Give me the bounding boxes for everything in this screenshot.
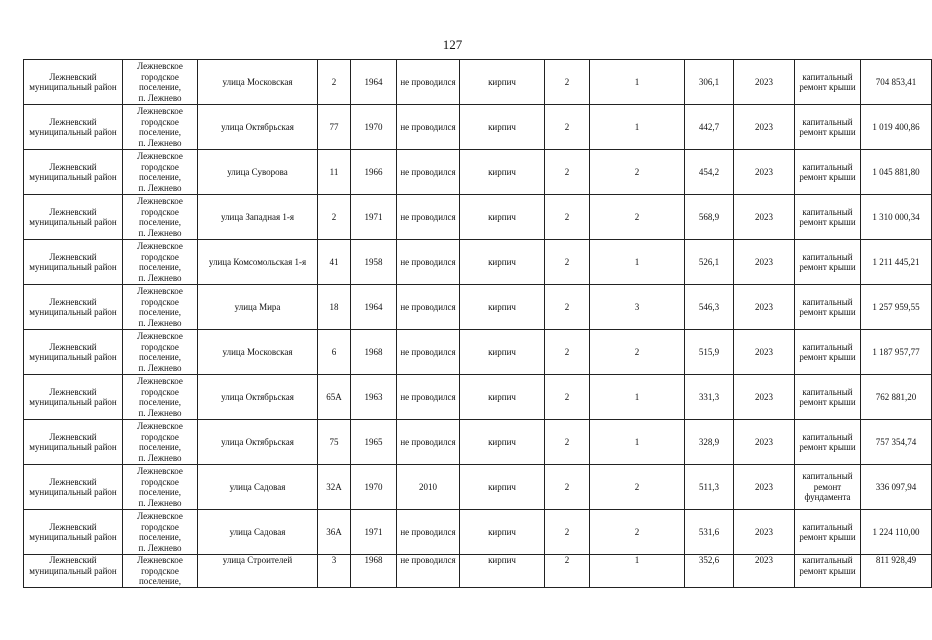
wall-material-cell: кирпич xyxy=(460,240,545,285)
house-number-cell: 41 xyxy=(318,240,351,285)
district-cell: Лежневский муниципальный район xyxy=(24,420,123,465)
housing-repair-table xyxy=(23,59,932,588)
table-row xyxy=(24,150,932,195)
floors-cell: 2 xyxy=(545,375,590,420)
work-type-cell: капитальный ремонт крыши xyxy=(795,285,861,330)
last-repair-cell: не проводился xyxy=(397,195,460,240)
area-cell: 515,9 xyxy=(685,330,734,375)
district-cell: Лежневский муниципальный район xyxy=(24,375,123,420)
settlement-cell: Лежневское городское поселение, п. Лежнево xyxy=(123,465,198,510)
entrances-cell: 1 xyxy=(590,105,685,150)
house-number-cell: 11 xyxy=(318,150,351,195)
table-row xyxy=(24,105,932,150)
settlement-cell: Лежневское городское поселение, п. Лежнево xyxy=(123,330,198,375)
last-repair-cell: не проводился xyxy=(397,60,460,105)
entrances-cell: 3 xyxy=(590,285,685,330)
table-row xyxy=(24,330,932,375)
street-cell: улица Суворова xyxy=(198,150,318,195)
floors-cell: 2 xyxy=(545,285,590,330)
area-cell: 511,3 xyxy=(685,465,734,510)
wall-material-cell: кирпич xyxy=(460,420,545,465)
area-cell: 568,9 xyxy=(685,195,734,240)
area-cell: 526,1 xyxy=(685,240,734,285)
house-number-cell: 77 xyxy=(318,105,351,150)
last-repair-cell: не проводился xyxy=(397,105,460,150)
table-row xyxy=(24,555,932,588)
wall-material-cell: кирпич xyxy=(460,330,545,375)
work-type-cell: капитальный ремонт крыши xyxy=(795,150,861,195)
plan-year-cell: 2023 xyxy=(734,420,795,465)
street-cell: улица Октябрьская xyxy=(198,375,318,420)
district-cell: Лежневский муниципальный район xyxy=(24,105,123,150)
street-cell: улица Московская xyxy=(198,330,318,375)
cost-cell: 1 257 959,55 xyxy=(861,285,932,330)
wall-material-cell: кирпич xyxy=(460,60,545,105)
work-type-cell: капитальный ремонт крыши xyxy=(795,105,861,150)
street-cell: улица Западная 1-я xyxy=(198,195,318,240)
last-repair-cell: не проводился xyxy=(397,150,460,195)
wall-material-cell: кирпич xyxy=(460,105,545,150)
year-built-cell: 1968 xyxy=(351,330,397,375)
floors-cell: 2 xyxy=(545,105,590,150)
work-type-cell: капитальный ремонт крыши xyxy=(795,375,861,420)
house-number-cell: 2 xyxy=(318,195,351,240)
table-row xyxy=(24,465,932,510)
entrances-cell: 1 xyxy=(590,420,685,465)
cost-cell: 1 187 957,77 xyxy=(861,330,932,375)
work-type-cell: капитальный ремонт фундамента xyxy=(795,465,861,510)
house-number-cell: 36А xyxy=(318,510,351,555)
settlement-cell: Лежневское городское поселение, п. Лежнево xyxy=(123,240,198,285)
floors-cell: 2 xyxy=(545,420,590,465)
house-number-cell: 32А xyxy=(318,465,351,510)
street-cell: улица Октябрьская xyxy=(198,105,318,150)
plan-year-cell: 2023 xyxy=(734,285,795,330)
house-number-cell: 2 xyxy=(318,60,351,105)
wall-material-cell: кирпич xyxy=(460,375,545,420)
wall-material-cell: кирпич xyxy=(460,510,545,555)
year-built-cell: 1965 xyxy=(351,420,397,465)
entrances-cell: 2 xyxy=(590,330,685,375)
house-number-cell: 18 xyxy=(318,285,351,330)
area-cell: 531,6 xyxy=(685,510,734,555)
area-cell: 546,3 xyxy=(685,285,734,330)
district-cell: Лежневский муниципальный район xyxy=(24,240,123,285)
settlement-cell: Лежневское городское поселение, п. Лежнево xyxy=(123,420,198,465)
entrances-cell: 2 xyxy=(590,510,685,555)
entrances-cell: 1 xyxy=(590,240,685,285)
plan-year-cell: 2023 xyxy=(734,150,795,195)
table-row xyxy=(24,375,932,420)
year-built-cell: 1958 xyxy=(351,240,397,285)
district-cell: Лежневский муниципальный район xyxy=(24,330,123,375)
work-type-cell: капитальный ремонт крыши xyxy=(795,510,861,555)
floors-cell: 2 xyxy=(545,555,590,588)
entrances-cell: 2 xyxy=(590,150,685,195)
last-repair-cell: не проводился xyxy=(397,240,460,285)
page-number: 127 xyxy=(442,37,463,52)
year-built-cell: 1971 xyxy=(351,510,397,555)
work-type-cell: капитальный ремонт крыши xyxy=(795,60,861,105)
house-number-cell: 75 xyxy=(318,420,351,465)
cost-cell: 704 853,41 xyxy=(861,60,932,105)
area-cell: 328,9 xyxy=(685,420,734,465)
area-cell: 352,6 xyxy=(685,555,734,588)
house-number-cell: 3 xyxy=(318,555,351,588)
district-cell: Лежневский муниципальный район xyxy=(24,150,123,195)
area-cell: 442,7 xyxy=(685,105,734,150)
work-type-cell: капитальный ремонт крыши xyxy=(795,555,861,588)
district-cell: Лежневский муниципальный район xyxy=(24,555,123,588)
entrances-cell: 1 xyxy=(590,555,685,588)
last-repair-cell: не проводился xyxy=(397,285,460,330)
year-built-cell: 1970 xyxy=(351,105,397,150)
street-cell: улица Садовая xyxy=(198,510,318,555)
last-repair-cell: не проводился xyxy=(397,420,460,465)
cost-cell: 1 045 881,80 xyxy=(861,150,932,195)
house-number-cell: 6 xyxy=(318,330,351,375)
floors-cell: 2 xyxy=(545,240,590,285)
table-row xyxy=(24,240,932,285)
district-cell: Лежневский муниципальный район xyxy=(24,465,123,510)
cost-cell: 1 211 445,21 xyxy=(861,240,932,285)
cost-cell: 757 354,74 xyxy=(861,420,932,465)
work-type-cell: капитальный ремонт крыши xyxy=(795,330,861,375)
last-repair-cell: не проводился xyxy=(397,555,460,588)
district-cell: Лежневский муниципальный район xyxy=(24,60,123,105)
area-cell: 306,1 xyxy=(685,60,734,105)
year-built-cell: 1964 xyxy=(351,60,397,105)
floors-cell: 2 xyxy=(545,510,590,555)
table-row xyxy=(24,420,932,465)
work-type-cell: капитальный ремонт крыши xyxy=(795,240,861,285)
wall-material-cell: кирпич xyxy=(460,555,545,588)
year-built-cell: 1966 xyxy=(351,150,397,195)
settlement-cell: Лежневское городское поселение, xyxy=(123,555,198,588)
year-built-cell: 1963 xyxy=(351,375,397,420)
plan-year-cell: 2023 xyxy=(734,195,795,240)
street-cell: улица Московская xyxy=(198,60,318,105)
floors-cell: 2 xyxy=(545,150,590,195)
settlement-cell: Лежневское городское поселение, п. Лежнево xyxy=(123,150,198,195)
table-row xyxy=(24,60,932,105)
year-built-cell: 1971 xyxy=(351,195,397,240)
entrances-cell: 2 xyxy=(590,465,685,510)
cost-cell: 336 097,94 xyxy=(861,465,932,510)
settlement-cell: Лежневское городское поселение, п. Лежнево xyxy=(123,285,198,330)
cost-cell: 1 224 110,00 xyxy=(861,510,932,555)
plan-year-cell: 2023 xyxy=(734,60,795,105)
plan-year-cell: 2023 xyxy=(734,375,795,420)
area-cell: 454,2 xyxy=(685,150,734,195)
area-cell: 331,3 xyxy=(685,375,734,420)
plan-year-cell: 2023 xyxy=(734,105,795,150)
cost-cell: 1 019 400,86 xyxy=(861,105,932,150)
year-built-cell: 1964 xyxy=(351,285,397,330)
last-repair-cell: не проводился xyxy=(397,375,460,420)
year-built-cell: 1968 xyxy=(351,555,397,588)
plan-year-cell: 2023 xyxy=(734,240,795,285)
settlement-cell: Лежневское городское поселение, п. Лежнево xyxy=(123,195,198,240)
table-row xyxy=(24,285,932,330)
district-cell: Лежневский муниципальный район xyxy=(24,510,123,555)
floors-cell: 2 xyxy=(545,60,590,105)
table-row xyxy=(24,195,932,240)
settlement-cell: Лежневское городское поселение, п. Лежнево xyxy=(123,510,198,555)
street-cell: улица Комсомольская 1-я xyxy=(198,240,318,285)
cost-cell: 762 881,20 xyxy=(861,375,932,420)
entrances-cell: 1 xyxy=(590,375,685,420)
year-built-cell: 1970 xyxy=(351,465,397,510)
street-cell: улица Октябрьская xyxy=(198,420,318,465)
entrances-cell: 1 xyxy=(590,60,685,105)
cost-cell: 811 928,49 xyxy=(861,555,932,588)
district-cell: Лежневский муниципальный район xyxy=(24,285,123,330)
work-type-cell: капитальный ремонт крыши xyxy=(795,420,861,465)
street-cell: улица Строителей xyxy=(198,555,318,588)
wall-material-cell: кирпич xyxy=(460,150,545,195)
wall-material-cell: кирпич xyxy=(460,195,545,240)
plan-year-cell: 2023 xyxy=(734,555,795,588)
last-repair-cell: 2010 xyxy=(397,465,460,510)
settlement-cell: Лежневское городское поселение, п. Лежнево xyxy=(123,60,198,105)
street-cell: улица Мира xyxy=(198,285,318,330)
entrances-cell: 2 xyxy=(590,195,685,240)
street-cell: улица Садовая xyxy=(198,465,318,510)
settlement-cell: Лежневское городское поселение, п. Лежнево xyxy=(123,375,198,420)
table-row xyxy=(24,510,932,555)
work-type-cell: капитальный ремонт крыши xyxy=(795,195,861,240)
wall-material-cell: кирпич xyxy=(460,285,545,330)
settlement-cell: Лежневское городское поселение, п. Лежнево xyxy=(123,105,198,150)
wall-material-cell: кирпич xyxy=(460,465,545,510)
plan-year-cell: 2023 xyxy=(734,465,795,510)
last-repair-cell: не проводился xyxy=(397,330,460,375)
plan-year-cell: 2023 xyxy=(734,510,795,555)
house-number-cell: 65А xyxy=(318,375,351,420)
floors-cell: 2 xyxy=(545,465,590,510)
floors-cell: 2 xyxy=(545,330,590,375)
floors-cell: 2 xyxy=(545,195,590,240)
plan-year-cell: 2023 xyxy=(734,330,795,375)
district-cell: Лежневский муниципальный район xyxy=(24,195,123,240)
last-repair-cell: не проводился xyxy=(397,510,460,555)
cost-cell: 1 310 000,34 xyxy=(861,195,932,240)
